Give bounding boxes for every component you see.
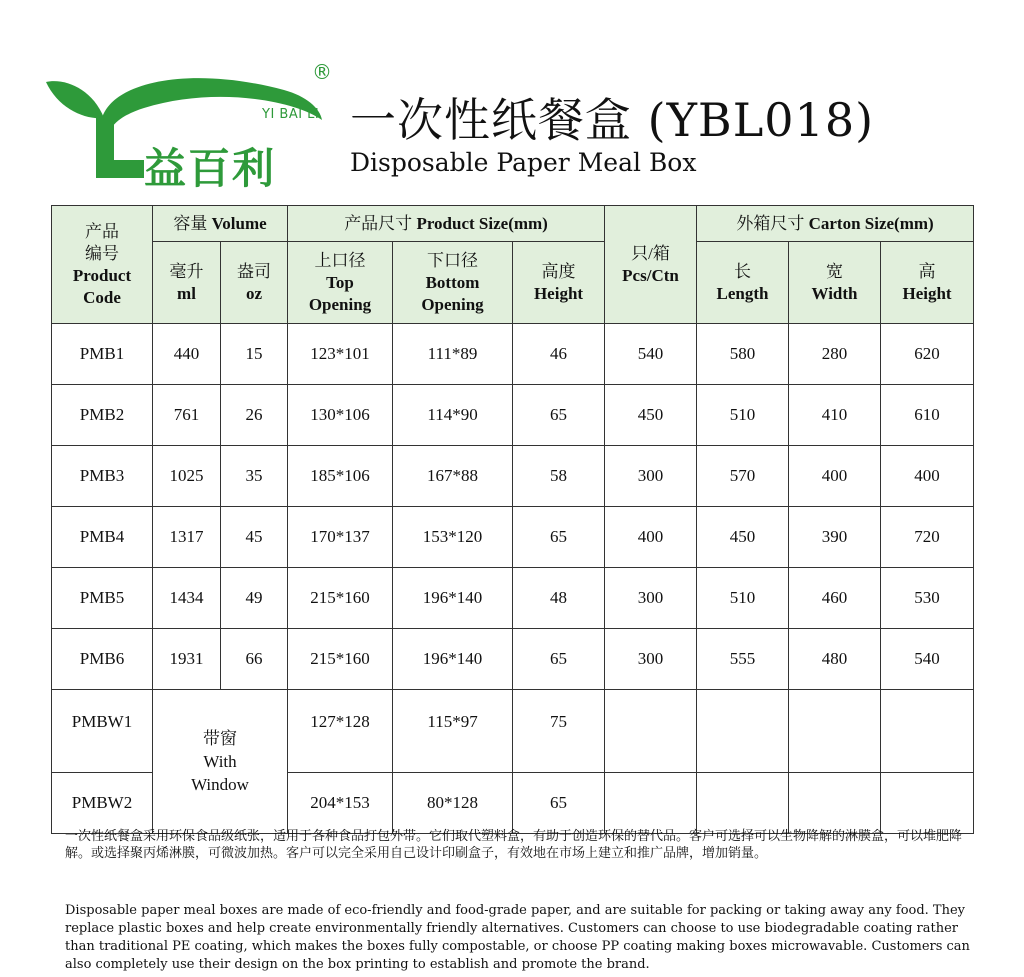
cell-pcs bbox=[605, 690, 697, 773]
cell-top: 204*153 bbox=[288, 773, 393, 834]
cell-width: 280 bbox=[789, 324, 881, 385]
cell-ml: 1931 bbox=[153, 629, 221, 690]
cell-bottom: 196*140 bbox=[393, 629, 513, 690]
cell-height: 48 bbox=[513, 568, 605, 629]
header-carton-height: 高 Height bbox=[881, 242, 974, 324]
cell-length: 510 bbox=[697, 385, 789, 446]
cell-bottom: 196*140 bbox=[393, 568, 513, 629]
cell-height: 75 bbox=[513, 690, 605, 773]
cell-length: 510 bbox=[697, 568, 789, 629]
cell-code: PMB3 bbox=[52, 446, 153, 507]
cell-pcs: 400 bbox=[605, 507, 697, 568]
cell-carton-height: 610 bbox=[881, 385, 974, 446]
cell-pcs: 450 bbox=[605, 385, 697, 446]
cell-bottom: 167*88 bbox=[393, 446, 513, 507]
cell-ml: 1317 bbox=[153, 507, 221, 568]
cell-ml: 1025 bbox=[153, 446, 221, 507]
cell-window-label: 带窗 With Window bbox=[153, 690, 288, 834]
cell-height: 58 bbox=[513, 446, 605, 507]
header-pcs-ctn: 只/箱 Pcs/Ctn bbox=[605, 206, 697, 324]
spec-table bbox=[51, 205, 974, 834]
header-bottom-opening: 下口径 Bottom Opening bbox=[393, 242, 513, 324]
header-ml: 毫升 ml bbox=[153, 242, 221, 324]
cell-pcs: 540 bbox=[605, 324, 697, 385]
cell-top: 127*128 bbox=[288, 690, 393, 773]
cell-carton-height: 720 bbox=[881, 507, 974, 568]
cell-height: 65 bbox=[513, 629, 605, 690]
brand-name: 益百利 bbox=[144, 144, 277, 193]
cell-width: 400 bbox=[789, 446, 881, 507]
cell-length: 580 bbox=[697, 324, 789, 385]
cell-bottom: 114*90 bbox=[393, 385, 513, 446]
cell-carton-height bbox=[881, 773, 974, 834]
cell-height: 65 bbox=[513, 507, 605, 568]
cell-bottom: 153*120 bbox=[393, 507, 513, 568]
cell-oz: 45 bbox=[221, 507, 288, 568]
cell-pcs: 300 bbox=[605, 446, 697, 507]
cell-width bbox=[789, 690, 881, 773]
header-carton-size: 外箱尺寸 Carton Size(mm) bbox=[697, 206, 974, 242]
page-title: 一次性纸餐盒 (YBL018) bbox=[350, 93, 875, 147]
cell-length: 555 bbox=[697, 629, 789, 690]
cell-top: 170*137 bbox=[288, 507, 393, 568]
cell-top: 215*160 bbox=[288, 629, 393, 690]
description-en: Disposable paper meal boxes are made of eco-friendly and food-grade paper, and are suitable for packing or taking away any food. They replace plastic boxes and help create environmentally friendly alternatives. Customers can choose to use biodegradable coating rather than traditional PE coating, which makes the boxes fully compostable, or choose PP coating making boxes microwavable. Customers can also completely use their design on the box printing to establish and promote the brand. bbox=[65, 903, 970, 972]
cell-carton-height bbox=[881, 690, 974, 773]
header-length: 长 Length bbox=[697, 242, 789, 324]
cell-ml: 1434 bbox=[153, 568, 221, 629]
description-cn: 一次性纸餐盒采用环保食品级纸张，适用于各种食品打包外带。它们取代塑料盒，有助于创造环保的替代品。客户可选择可以生物降解的淋膜盒，可以堆肥降解。或选择聚丙烯淋膜，可微波加热。客户可以完全采用自己设计印刷盒子，有效地在市场上建立和推广品牌，增加销量。 bbox=[65, 829, 963, 861]
table-row bbox=[52, 507, 974, 568]
cell-length bbox=[697, 773, 789, 834]
cell-carton-height: 540 bbox=[881, 629, 974, 690]
header-top-opening: 上口径 Top Opening bbox=[288, 242, 393, 324]
cell-pcs: 300 bbox=[605, 629, 697, 690]
cell-code: PMBW1 bbox=[52, 690, 153, 773]
cell-width: 410 bbox=[789, 385, 881, 446]
table-row bbox=[52, 385, 974, 446]
cell-code: PMB1 bbox=[52, 324, 153, 385]
cell-carton-height: 530 bbox=[881, 568, 974, 629]
header-product-code: 产品 编号 Product Code bbox=[52, 206, 153, 324]
cell-top: 130*106 bbox=[288, 385, 393, 446]
cell-code: PMB6 bbox=[52, 629, 153, 690]
header-oz: 盎司 oz bbox=[221, 242, 288, 324]
cell-bottom: 111*89 bbox=[393, 324, 513, 385]
table-row bbox=[52, 446, 974, 507]
cell-length: 570 bbox=[697, 446, 789, 507]
cell-bottom: 80*128 bbox=[393, 773, 513, 834]
cell-width: 390 bbox=[789, 507, 881, 568]
table-row bbox=[52, 690, 974, 773]
brand-pinyin: YI BAI LI bbox=[262, 107, 320, 122]
cell-height: 65 bbox=[513, 385, 605, 446]
table-row bbox=[52, 629, 974, 690]
cell-pcs bbox=[605, 773, 697, 834]
cell-top: 215*160 bbox=[288, 568, 393, 629]
cell-length bbox=[697, 690, 789, 773]
cell-oz: 35 bbox=[221, 446, 288, 507]
cell-bottom: 115*97 bbox=[393, 690, 513, 773]
header-width: 宽 Width bbox=[789, 242, 881, 324]
cell-width bbox=[789, 773, 881, 834]
cell-oz: 15 bbox=[221, 324, 288, 385]
header-volume: 容量 Volume bbox=[153, 206, 288, 242]
cell-width: 460 bbox=[789, 568, 881, 629]
cell-carton-height: 620 bbox=[881, 324, 974, 385]
cell-length: 450 bbox=[697, 507, 789, 568]
cell-top: 123*101 bbox=[288, 324, 393, 385]
header-height: 高度 Height bbox=[513, 242, 605, 324]
page-subtitle: Disposable Paper Meal Box bbox=[350, 148, 697, 177]
cell-height: 65 bbox=[513, 773, 605, 834]
cell-oz: 26 bbox=[221, 385, 288, 446]
brand-logo bbox=[44, 60, 340, 193]
cell-code: PMB2 bbox=[52, 385, 153, 446]
cell-carton-height: 400 bbox=[881, 446, 974, 507]
cell-width: 480 bbox=[789, 629, 881, 690]
cell-code: PMB4 bbox=[52, 507, 153, 568]
cell-top: 185*106 bbox=[288, 446, 393, 507]
table-row bbox=[52, 568, 974, 629]
cell-ml: 761 bbox=[153, 385, 221, 446]
table-row bbox=[52, 324, 974, 385]
cell-height: 46 bbox=[513, 324, 605, 385]
cell-oz: 49 bbox=[221, 568, 288, 629]
cell-oz: 66 bbox=[221, 629, 288, 690]
cell-ml: 440 bbox=[153, 324, 221, 385]
registered-mark: ® bbox=[312, 60, 332, 84]
header-product-size: 产品尺寸 Product Size(mm) bbox=[288, 206, 605, 242]
cell-code: PMBW2 bbox=[52, 773, 153, 834]
cell-pcs: 300 bbox=[605, 568, 697, 629]
cell-code: PMB5 bbox=[52, 568, 153, 629]
